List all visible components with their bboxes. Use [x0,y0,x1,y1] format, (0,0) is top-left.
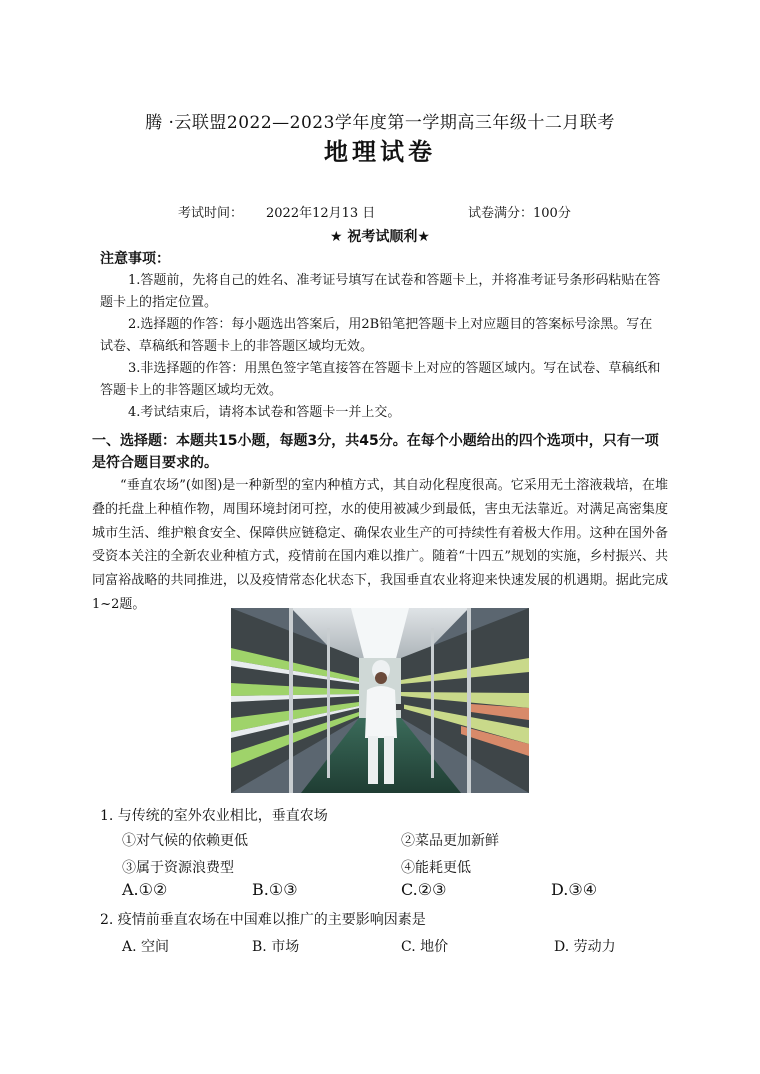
choice-d[interactable]: D. 劳动力 [554,939,616,955]
choice-d[interactable]: D.③④ [551,880,598,899]
notice-item: 2.选择题的作答：每小题选出答案后，用2B铅笔把答题卡上对应题目的答案标号涂黑。写在试卷、草稿纸和答题卡上的非答题区域均无效。 [100,317,653,354]
statement-2: ②菜品更加新鲜 [401,833,499,849]
exam-time-value: 2022年12月13 日 [266,206,376,221]
question-1-stem: 1. 与传统的室外农业相比，垂直农场 [100,808,328,824]
exam-header-line: 腾 ·云联盟2022—2023学年度第一学期高三年级十二月联考 [145,113,615,133]
section-heading: 一、选择题：本题共15小题，每题3分，共45分。在每个小题给出的四个选项中，只有一项是符合题目要求的。 [92,433,659,471]
good-luck-banner: ★ 祝考试顺利★ [330,229,430,245]
exam-title: 地理试卷 [324,138,436,166]
reading-passage: “垂直农场”(如图)是一种新型的室内种植方式，其自动化程度很高。它采用无土溶液栽培，在堆叠的托盘上种植作物，周围环境封闭可控，水的使用被减少到最低，害虫无法靠近。对满足高密集度城市生活、维护粮食安全、保障供应链稳定、确保农业生产的可持续性有着极大作用。这种在国外备受资本关注的全新农业种植方式，疫情前在国内难以推广。随着“十四五”规划的实施，乡村振兴、共同富裕战略的共同推进，以及疫情常态化状态下，我国垂直农业将迎来快速发展的机遇期。据此完成1~2题。 [92,478,668,612]
vertical-farm-photo [231,608,529,793]
choice-b[interactable]: B. 市场 [252,939,300,955]
question-2-stem: 2. 疫情前垂直农场在中国难以推广的主要影响因素是 [100,912,426,928]
choice-a[interactable]: A.①② [122,880,168,899]
notice-list [100,270,662,424]
full-score: 试卷满分：100分 [468,206,571,221]
choice-c[interactable]: C.②③ [401,880,447,899]
exam-time-label: 考试时间： [178,206,244,221]
choice-b[interactable]: B.①③ [252,880,298,899]
notice-item: 1.答题前，先将自己的姓名、准考证号填写在试卷和答题卡上，并将准考证号条形码粘贴在答题卡上的指定位置。 [100,273,661,310]
choice-c[interactable]: C. 地价 [401,939,449,955]
notice-item: 4.考试结束后，请将本试卷和答题卡一并上交。 [128,405,401,420]
notice-item: 3.非选择题的作答：用黑色签字笔直接答在答题卡上对应的答题区域内。写在试卷、草稿纸和答题卡上的非答题区域均无效。 [100,361,661,398]
statement-4: ④能耗更低 [401,860,471,876]
notice-title: 注意事项： [100,251,170,267]
statement-3: ③属于资源浪费型 [122,860,234,876]
choice-a[interactable]: A. 空间 [122,939,170,955]
statement-1: ①对气候的依赖更低 [122,833,248,849]
